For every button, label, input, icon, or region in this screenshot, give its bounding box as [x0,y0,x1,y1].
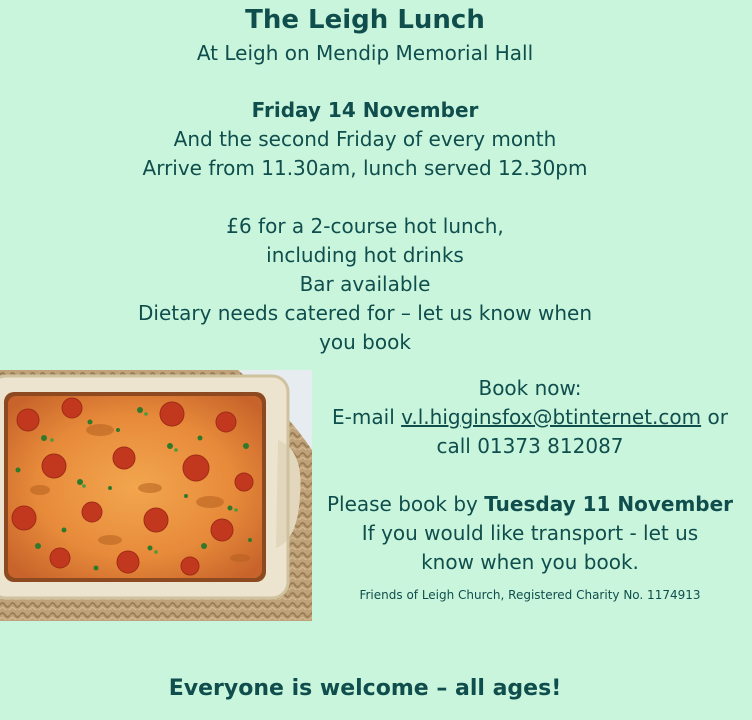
times-text: Arrive from 11.30am, lunch served 12.30pm [142,156,588,180]
charity-note: Friends of Leigh Church, Registered Charity No. 1174913 [359,588,701,602]
spacer [318,461,742,490]
deadline-line [318,490,742,519]
details-block [0,212,730,357]
dietary-text-1: Dietary needs catered for – let us know when [137,301,593,325]
bar-text: Bar available [299,272,431,296]
event-date: Friday 14 November [251,98,479,122]
email-suffix: or [701,405,728,429]
schedule-block [0,96,730,183]
deadline-prefix: Please book by [326,492,485,516]
pasta-bake-photo [0,370,312,621]
phone-line: call 01373 812087 [436,434,624,458]
welcome-banner: Everyone is welcome – all ages! [168,676,562,701]
price-text: £6 for a 2-course hot lunch, [226,214,504,238]
dietary-text-2: you book [319,330,411,354]
email-line [318,403,742,432]
page-title: The Leigh Lunch [245,5,485,35]
transport-text-1: If you would like transport - let us [361,521,699,545]
booking-block [318,374,742,603]
recurrence-text: And the second Friday of every month [173,127,557,151]
includes-text: including hot drinks [266,243,464,267]
book-now-heading: Book now: [478,376,582,400]
email-link[interactable]: v.l.higginsfox@btinternet.com [401,405,702,429]
transport-text-2: know when you book. [421,550,639,574]
venue-subtitle: At Leigh on Mendip Memorial Hall [196,41,534,65]
deadline-date: Tuesday 11 November [484,492,734,516]
email-prefix: E-mail [332,405,402,429]
